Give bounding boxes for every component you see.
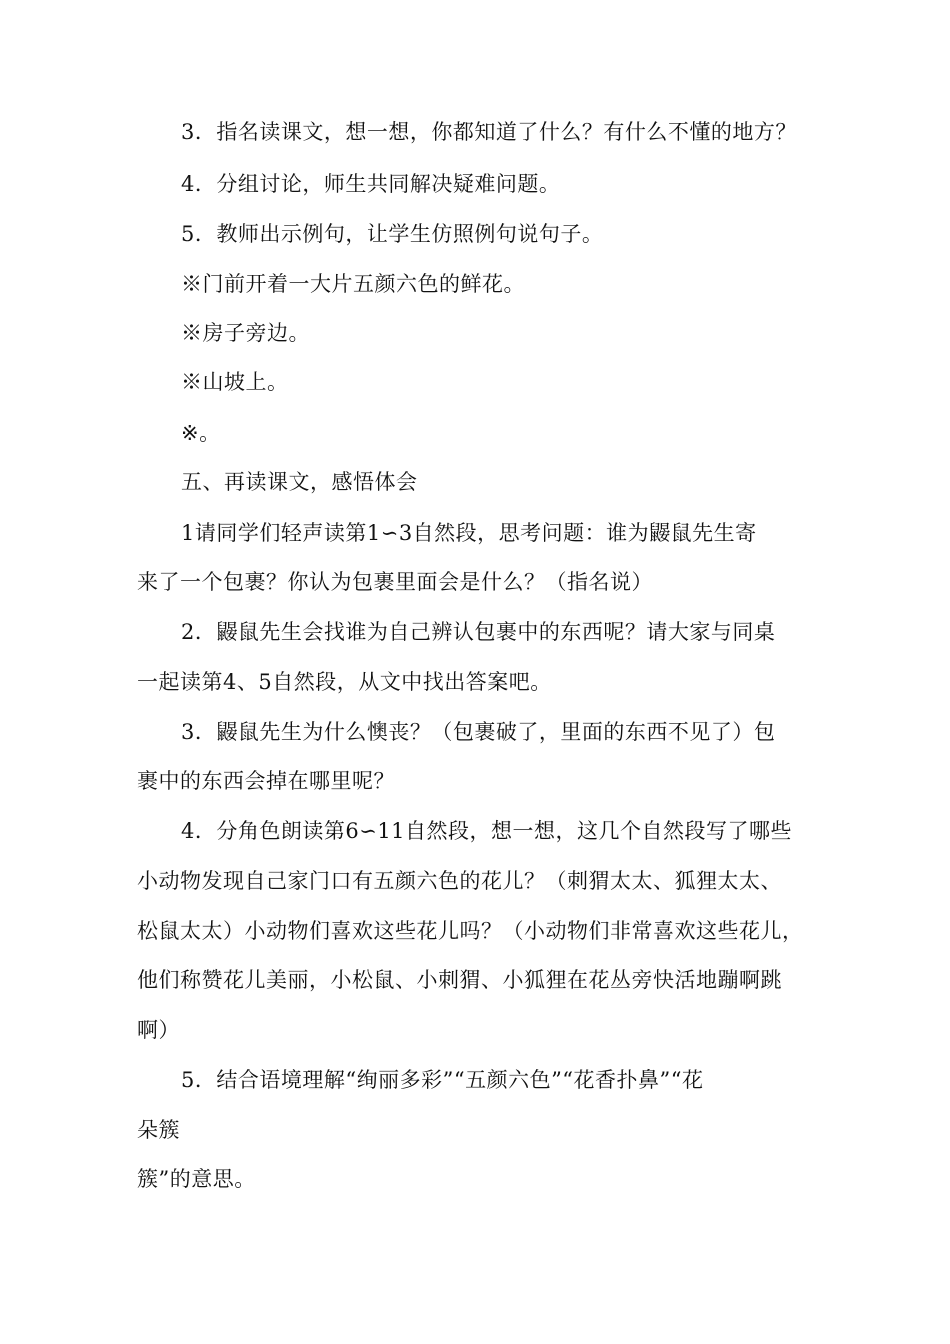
paragraph-line: 朵簇 — [137, 1118, 180, 1142]
paragraph-line: 3．鼹鼠先生为什么懊丧？（包裹破了，里面的东西不见了）包 — [181, 720, 776, 744]
paragraph-line: ※门前开着一大片五颜六色的鲜花。 — [181, 272, 525, 296]
paragraph-line: 来了一个包裹？你认为包裹里面会是什么？（指名说） — [137, 570, 653, 594]
paragraph-line: 松鼠太太）小动物们喜欢这些花儿吗？（小动物们非常喜欢这些花儿， — [137, 919, 804, 943]
paragraph-line: 簇”的意思。 — [137, 1167, 256, 1191]
paragraph-line: ※房子旁边。 — [181, 321, 310, 345]
section-heading: 五、再读课文，感悟体会 — [181, 470, 418, 494]
paragraph-line: 1请同学们轻声读第1∽3自然段，思考问题：谁为鼹鼠先生寄 — [181, 521, 757, 545]
paragraph-line: 4．分角色朗读第6∽11自然段，想一想，这几个自然段写了哪些 — [181, 819, 793, 843]
paragraph-line: ※。 — [181, 421, 221, 445]
paragraph-line: 一起读第4、5自然段，从文中找出答案吧。 — [137, 670, 552, 694]
paragraph-line: 裹中的东西会掉在哪里呢？ — [137, 769, 395, 793]
paragraph-line: 5．结合语境理解“绚丽多彩”“五颜六色”“花香扑鼻”“花 — [181, 1068, 704, 1092]
paragraph-line: 啊） — [137, 1018, 180, 1042]
paragraph-line: 他们称赞花儿美丽，小松鼠、小刺猬、小狐狸在花丛旁快活地蹦啊跳 — [137, 968, 782, 992]
paragraph-line: 5．教师出示例句，让学生仿照例句说句子。 — [181, 222, 604, 246]
paragraph-line: ※山坡上。 — [181, 370, 289, 394]
paragraph-line: 小动物发现自己家门口有五颜六色的花儿？（刺猬太太、狐狸太太、 — [137, 869, 782, 893]
paragraph-line: 2．鼹鼠先生会找谁为自己辨认包裹中的东西呢？请大家与同桌 — [181, 620, 776, 644]
paragraph-line: 4．分组讨论，师生共同解决疑难问题。 — [181, 172, 561, 196]
paragraph-line: 3．指名读课文，想一想，你都知道了什么？有什么不懂的地方？ — [181, 120, 797, 144]
